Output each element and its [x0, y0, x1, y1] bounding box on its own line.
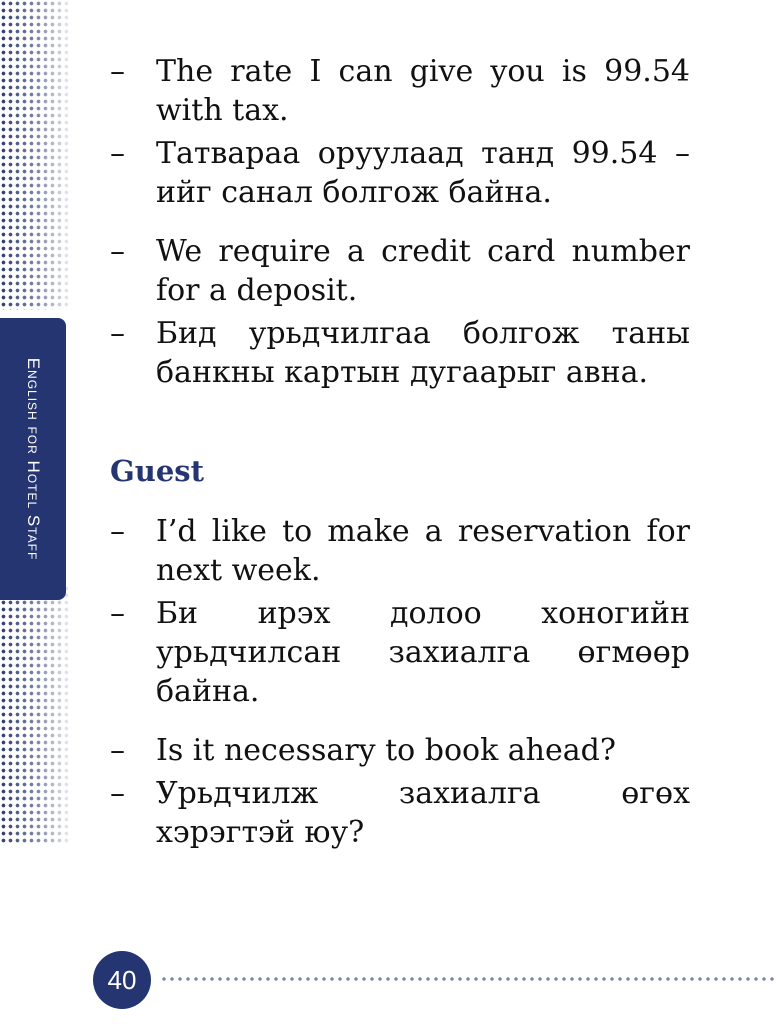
dash-bullet: – [110, 514, 125, 549]
phrase-text: We require a credit card number for a deposit. [156, 234, 690, 308]
side-tab [0, 318, 66, 600]
phrase-english [110, 52, 690, 130]
halftone-decoration-bottom [0, 585, 72, 845]
phrase-text: Бид урьдчилгаа болгож таны банкны картын дугаарыг авна. [156, 316, 690, 390]
phrase-text: I’d like to make a reservation for next week. [156, 514, 690, 588]
phrase-text: Татвараа оруулаад танд 99.54 –ийг санал болгож байна. [156, 136, 690, 210]
phrase-text: Би ирэх долоо хоногийн урьдчилсан захиалга өгмөөр байна. [156, 596, 690, 709]
phrase-text: Урьдчилж захиалга өгөх хэрэгтэй юу? [156, 776, 690, 850]
page-number-badge [93, 951, 151, 1009]
phrase-text: Is it necessary to book ahead? [156, 733, 616, 768]
phrase-mongolian [110, 594, 690, 711]
dash-bullet: – [110, 136, 125, 171]
halftone-decoration-top [0, 0, 72, 310]
dotted-rule [160, 976, 775, 982]
phrase-mongolian [110, 314, 690, 392]
phrase-english [110, 731, 690, 770]
dash-bullet: – [110, 596, 125, 631]
dash-bullet: – [110, 733, 125, 768]
phrase-mongolian [110, 774, 690, 852]
phrase-text: The rate I can give you is 99.54 with tax. [156, 54, 690, 128]
dash-bullet: – [110, 54, 125, 89]
dash-bullet: – [110, 316, 125, 351]
section-heading-guest: Guest [110, 454, 205, 488]
dash-bullet: – [110, 234, 125, 269]
dash-bullet: – [110, 776, 125, 811]
page-number: 40 [107, 964, 137, 995]
side-tab-title: English for Hotel Staff [24, 357, 43, 561]
page-content [110, 52, 690, 852]
phrase-english [110, 232, 690, 310]
phrase-english [110, 512, 690, 590]
phrase-mongolian [110, 134, 690, 212]
